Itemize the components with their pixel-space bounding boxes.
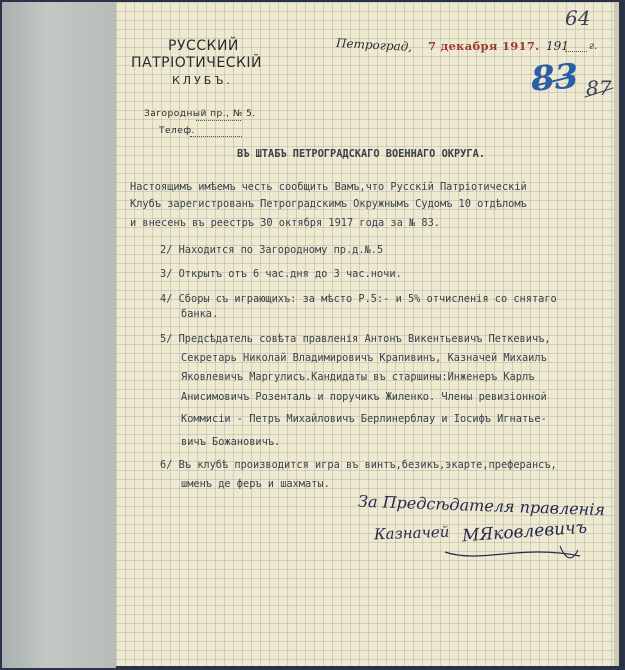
letterhead-line3: КЛУБЪ. bbox=[172, 74, 233, 87]
item-5-line-5: Коммисiи - Петръ Михайловичъ Берлинерблау и Iосифъ Игнатье- bbox=[181, 413, 547, 425]
date-year-blank: 191 bbox=[546, 39, 569, 53]
intro-line-3: и внесенъ въ реестръ 30 октября 1917 года за № 83. bbox=[130, 217, 440, 229]
addressee: ВЪ ШТАБЪ ПЕТРОГРАДСКАГО ВОЕННАГО ОКРУГА. bbox=[237, 148, 485, 160]
signature-flourish bbox=[440, 540, 590, 570]
archive-number-top: 64 bbox=[565, 6, 591, 30]
item-4-line-2: банка. bbox=[181, 308, 219, 320]
intro-line-2: Клубъ зарегистрованъ Петроградскимъ Окружнымъ Судомъ 10 отдѣломъ bbox=[130, 198, 527, 210]
phone-underline bbox=[190, 136, 242, 137]
signature-line-1: За Предсѣдателя правленiя bbox=[357, 491, 606, 520]
item-5-line-6: вичъ Божановичъ. bbox=[181, 436, 281, 448]
sheet-edge bbox=[614, 2, 619, 666]
address-underline bbox=[196, 120, 241, 121]
letterhead-line2: ПАТРІОТИЧЕСКІЙ bbox=[131, 55, 263, 71]
intro-line-1: Настоящимъ имѣемъ честь сообщить Вамъ,что Русскiй Патрiотическiй bbox=[130, 181, 527, 193]
item-4-line-1: 4/ Сборы съ играющихъ: за мѣсто Р.5:- и 5% отчисленiя со снятаго bbox=[160, 293, 557, 305]
item-5-line-1: 5/ Предсѣдатель совѣта правленiя Антонъ Викентьевичъ Петкевичъ, bbox=[160, 333, 551, 345]
signature-line-2: Казначей bbox=[373, 522, 450, 544]
item-3: 3/ Открытъ отъ 6 час.дня до 3 час.ночи. bbox=[160, 268, 402, 280]
archive-binding-strip bbox=[2, 2, 116, 668]
item-2: 2/ Находится по Загородному пр.д.№.5 bbox=[160, 244, 384, 256]
date-stamp: 7 декабря 1917. bbox=[428, 39, 540, 53]
item-5-line-2: Секретарь Николай Владимировичъ Крапивинъ, Казначей Михаилъ bbox=[181, 352, 547, 364]
item-5-line-3: Яковлевичъ Маргулисъ.Кандидаты въ старшины:Инженеръ Карлъ bbox=[181, 371, 535, 383]
date-dots bbox=[565, 51, 587, 52]
date-city: Петроград, bbox=[335, 36, 413, 54]
signature-name: МЯковлевичъ bbox=[461, 517, 588, 547]
archive-number-blue: 83 bbox=[529, 56, 580, 100]
letterhead-address: Загородный пр., № 5. bbox=[144, 109, 256, 119]
item-5-line-4: Анисимовичъ Розенталь и поручикъ Жиленко. Члены ревизiонной bbox=[181, 391, 547, 403]
archive-number-side: 87 bbox=[586, 76, 612, 100]
item-6-line-1: 6/ Въ клубѣ производится игра въ винтъ,безикъ,экарте,преферансъ, bbox=[160, 459, 557, 471]
letterhead-line1: РУССКИЙ bbox=[168, 38, 239, 54]
item-6-line-2: шменъ де феръ и шахматы. bbox=[181, 478, 330, 490]
letterhead-phone: Телеф. bbox=[159, 126, 195, 136]
date-year-suffix: г. bbox=[589, 41, 598, 52]
